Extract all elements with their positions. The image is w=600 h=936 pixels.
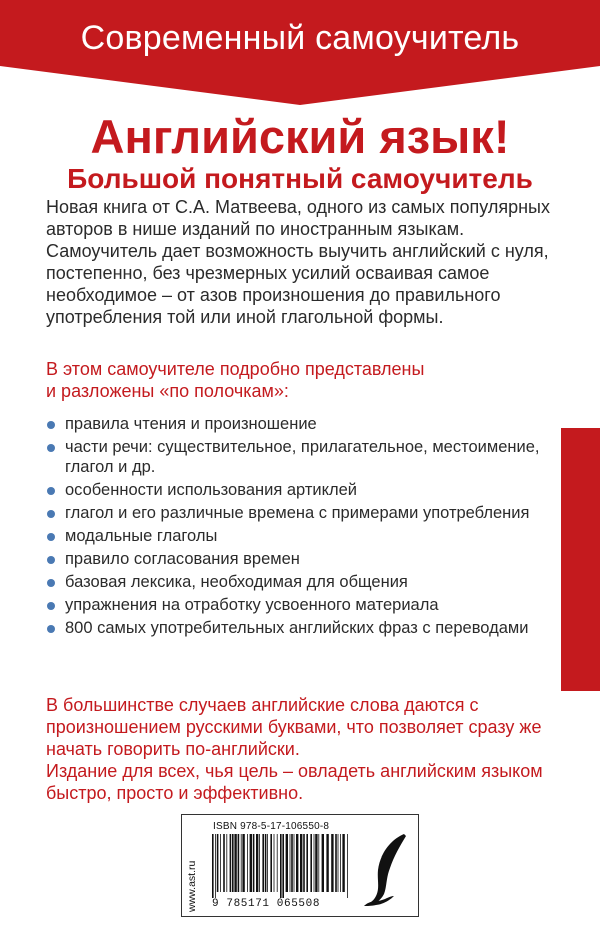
barcode-bar (217, 834, 219, 892)
barcode-bar (318, 834, 319, 892)
highlight-line: и разложены «по полочкам»: (46, 381, 289, 401)
barcode-bar (250, 834, 252, 892)
barcode-digits: 9 785171 065508 (212, 898, 321, 910)
list-item-text: правило согласования времен (65, 550, 300, 568)
list-item (46, 618, 556, 638)
barcode-bar (265, 834, 267, 892)
barcode-bar (342, 834, 344, 892)
intro-paragraph: Новая книга от С.А. Матвеева, одного из самых популярных авторов в нише изданий по иностранным языкам. (46, 197, 550, 239)
highlight-line: В этом самоучителе подробно представлены (46, 359, 425, 379)
barcode-bar (291, 834, 293, 892)
outro-text (46, 694, 566, 804)
barcode-bar (331, 834, 333, 892)
list-item (46, 437, 556, 477)
barcode-bar (322, 834, 324, 892)
barcode-bar (223, 834, 225, 892)
list-item-text: особенности использования артиклей (65, 481, 358, 499)
book-subtitle: Большой понятный самоучитель (67, 163, 533, 194)
barcode-bar (338, 834, 339, 892)
barcode-bar (277, 834, 278, 892)
barcode-bar (230, 834, 232, 892)
bullet-dot-icon (47, 625, 55, 633)
publisher-website: www.ast.ru (186, 860, 198, 912)
feature-list (46, 414, 556, 641)
barcode-bar (274, 834, 275, 892)
barcode-bar (280, 834, 282, 898)
barcode-bar (215, 834, 216, 898)
bullet-dot-icon (47, 556, 55, 564)
barcode-bar (310, 834, 312, 892)
barcode-bar (282, 834, 284, 898)
barcode-bar (300, 834, 302, 892)
barcode-bar (335, 834, 337, 892)
outro-paragraph: В большинстве случаев английские слова даются с произношением русскими буквами, что позволяет сразу же начать говорить по-английски. (46, 695, 542, 759)
barcode-bar (347, 834, 348, 898)
barcode-bar (247, 834, 248, 892)
bullet-dot-icon (47, 510, 55, 518)
barcode-bar (238, 834, 240, 892)
list-item-text: глагол и его различные времена с примерами употребления (65, 504, 530, 522)
isbn-text: ISBN 978-5-17-106550-8 (213, 821, 330, 832)
list-item (46, 572, 556, 592)
side-accent-bar (561, 428, 600, 691)
barcode-bar (340, 834, 341, 892)
barcode-bar (315, 834, 317, 892)
list-item-text: упражнения на отработку усвоенного материала (65, 596, 439, 614)
barcode-bar (226, 834, 227, 892)
list-item-text: базовая лексика, необходимая для общения (65, 573, 408, 591)
bullet-dot-icon (47, 602, 55, 610)
barcode-bar (242, 834, 244, 892)
barcode-bar (267, 834, 268, 892)
barcode-bar (296, 834, 298, 892)
list-item-text: правила чтения и произношение (65, 415, 317, 433)
barcode-bar (326, 834, 328, 892)
outro-paragraph: Издание для всех, чья цель – овладеть английским языком быстро, просто и эффективно. (46, 761, 543, 803)
barcode-bar (259, 834, 260, 892)
intro-paragraph: Самоучитель дает возможность выучить английский с нуля, постепенно, без чрезмерных усилий осваивая самое необходимое – от азов произношения до правильного употребления той или иной глагольной формы. (46, 241, 549, 327)
barcode-bar (306, 834, 308, 892)
list-item (46, 503, 556, 523)
intro-text (46, 196, 566, 328)
series-title: Современный самоучитель (80, 19, 520, 57)
barcode-bar (314, 834, 315, 892)
barcode-bar (256, 834, 258, 892)
barcode-bar (262, 834, 264, 892)
list-item (46, 526, 556, 546)
bullet-dot-icon (47, 579, 55, 587)
book-title: Английский язык! (90, 110, 510, 163)
list-item (46, 414, 556, 434)
quill-logo-icon (360, 830, 412, 910)
bullet-dot-icon (47, 533, 55, 541)
list-item-text: модальные глаголы (65, 527, 218, 545)
bullet-dot-icon (47, 444, 55, 452)
barcode-bar (212, 834, 214, 898)
list-item (46, 595, 556, 615)
barcode-bar (253, 834, 255, 892)
list-item (46, 549, 556, 569)
barcode-bar (270, 834, 272, 892)
barcode-bar (232, 834, 234, 892)
barcode-bar (286, 834, 288, 892)
list-item-text: 800 самых употребительных английских фраз с переводами (65, 619, 529, 637)
barcode-bar (220, 834, 221, 892)
barcode-bar (290, 834, 291, 892)
barcode-bar (294, 834, 295, 892)
bullet-dot-icon (47, 421, 55, 429)
list-item (46, 480, 556, 500)
barcode-bar (234, 834, 236, 892)
bullet-dot-icon (47, 487, 55, 495)
barcode-bar (303, 834, 305, 892)
barcode-bar (241, 834, 242, 892)
highlight-text (46, 358, 566, 402)
barcode-image (211, 834, 351, 898)
list-item-text: части речи: существительное, прилагательное, местоимение, глагол и др. (65, 438, 540, 476)
